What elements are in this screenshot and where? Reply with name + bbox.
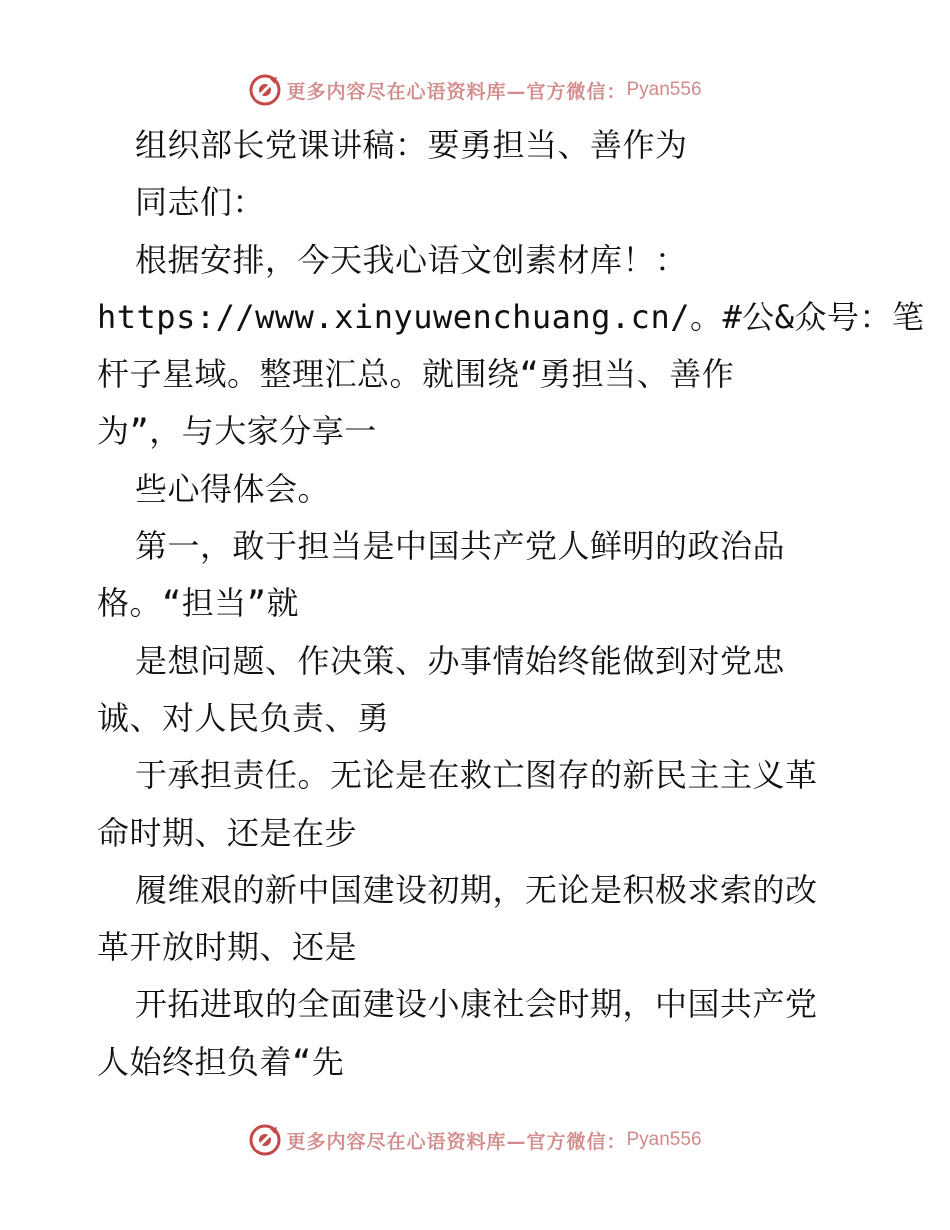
paragraph-line: 人始终担负着“先 bbox=[97, 1042, 345, 1081]
paragraph-line: 诚、对人民负责、勇 bbox=[97, 698, 390, 737]
paragraph-line: https://www.xinyuwenchuang.cn/。#公&众号：笔 bbox=[97, 297, 925, 336]
paragraph-line: 根据安排，今天我心语文创素材库！： bbox=[135, 240, 688, 279]
paragraph-line: 是想问题、作决策、办事情始终能做到对党忠 bbox=[135, 641, 786, 680]
paragraph-line: 开拓进取的全面建设小康社会时期，中国共产党 bbox=[135, 985, 818, 1024]
logo-icon bbox=[248, 1123, 282, 1157]
document-title: 组织部长党课讲稿：要勇担当、善作为 bbox=[135, 126, 688, 164]
paragraph-line: 第一，敢于担当是中国共产党人鲜明的政治品 bbox=[135, 527, 786, 566]
paragraph-line: 革开放时期、还是 bbox=[97, 928, 358, 967]
paragraph-line: 杆子星域。整理汇总。就围绕“勇担当、善作 bbox=[97, 355, 735, 394]
watermark-text: 更多内容尽在心语资料库—官方微信： bbox=[286, 1130, 627, 1153]
paragraph-line: 格。“担当”就 bbox=[97, 584, 300, 623]
paragraph-line: 为”，与大家分享一 bbox=[97, 412, 377, 451]
watermark-text: 更多内容尽在心语资料库—官方微信： bbox=[286, 80, 627, 103]
salutation: 同志们： bbox=[135, 183, 266, 222]
paragraph-line: 履维艰的新中国建设初期，无论是积极求索的改 bbox=[135, 870, 818, 909]
logo-icon bbox=[248, 73, 282, 107]
paragraph-line: 命时期、还是在步 bbox=[97, 813, 358, 852]
watermark-id: Pyan556 bbox=[626, 1129, 702, 1150]
paragraph-line: 些心得体会。 bbox=[135, 469, 331, 508]
footer-watermark bbox=[0, 1120, 950, 1160]
document-body bbox=[97, 117, 925, 1091]
watermark-id: Pyan556 bbox=[626, 79, 702, 100]
paragraph-line: 于承担责任。无论是在救亡图存的新民主主义革 bbox=[135, 756, 818, 795]
header-watermark bbox=[0, 70, 950, 110]
